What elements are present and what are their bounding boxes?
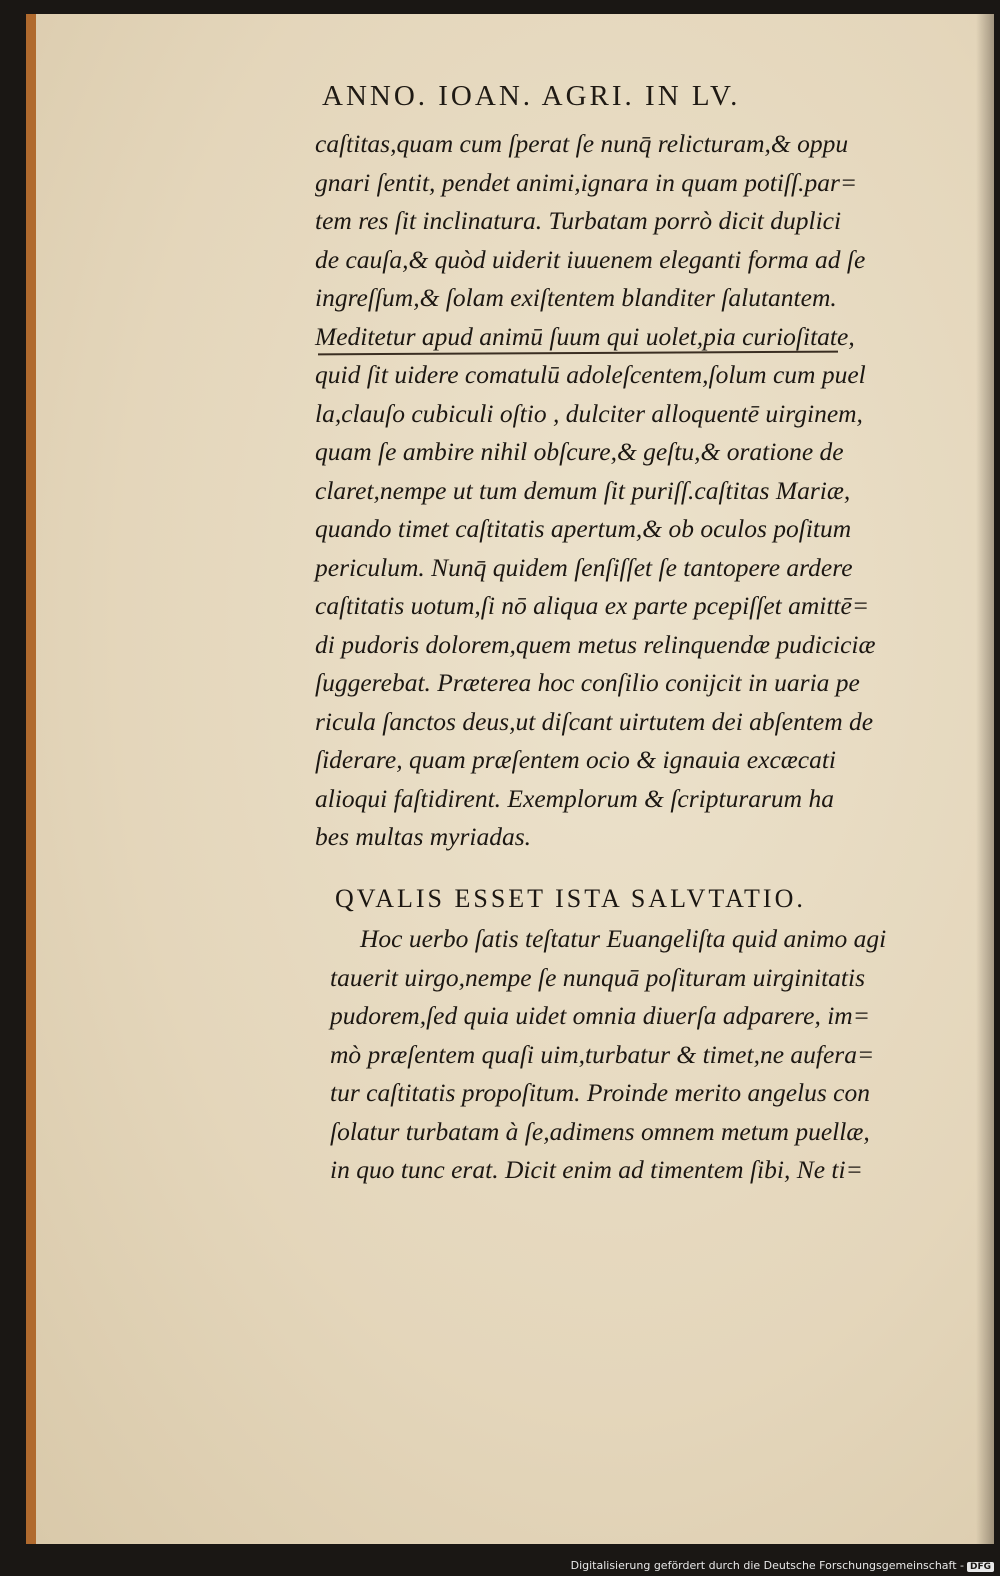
text-block-main: [285, 125, 945, 857]
text-line: caſtitas,quam cum ſperat ſe nunq̄ relicturam,& oppu: [315, 129, 849, 158]
text-block-second: [285, 920, 945, 1190]
text-line: quando timet caſtitatis apertum,& ob oculos poſitum: [315, 514, 852, 543]
text-line: pudorem,ſed quia uidet omnia diuerſa adparere, im=: [330, 1001, 870, 1030]
text-line: ſolatur turbatam à ſe,adimens omnem metum puellæ,: [330, 1116, 870, 1146]
text-line: in quo tunc erat. Dicit enim ad timentem ſibi, Ne ti=: [330, 1155, 863, 1184]
text-line: de cauſa,& quòd uiderit iuuenem eleganti forma ad ſe: [315, 244, 866, 274]
section-heading: QVALIS ESSET ISTA SALVTATIO.: [335, 884, 806, 913]
text-line: periculum. Nunq̄ quidem ſenſiſſet ſe tantopere ardere: [315, 552, 853, 582]
text-line: ſuggerebat. Præterea hoc conſilio conijcit in uaria pe: [315, 668, 860, 697]
page-gutter-shadow: [976, 14, 994, 1544]
running-head: ANNO. IOAN. AGRI. IN LV.: [322, 80, 741, 112]
text-line: alioqui faſtidirent. Exemplorum & ſcripturarum ha: [315, 783, 834, 813]
text-line: Meditetur apud animū ſuum qui uolet,pia curioſitate,: [315, 321, 855, 351]
text-line: Hoc uerbo ſatis teſtatur Euangeliſta quid animo agi: [360, 924, 887, 953]
text-line: ſiderare, quam præſentem ocio & ignauia excæcati: [315, 745, 837, 774]
text-line: tur caſtitatis propoſitum. Proinde merito angelus con: [330, 1078, 870, 1107]
text-line: tauerit uirgo,nempe ſe nunquā poſituram uirginitatis: [330, 962, 866, 992]
text-line: bes multas myriadas.: [315, 822, 532, 851]
digitization-credit: [571, 1559, 994, 1572]
text-line: la,clauſo cubiculi oſtio , dulciter alloquentē uirginem,: [315, 398, 863, 428]
text-line: caſtitatis uotum,ſi nō aliqua ex parte pcepiſſet amittē=: [315, 591, 870, 620]
text-line: claret,nempe ut tum demum ſit puriſſ.caſtitas Mariæ,: [315, 475, 851, 505]
text-line: quam ſe ambire nihil obſcure,& geſtu,& oratione de: [315, 437, 844, 466]
text-line: ingreſſum,& ſolam exiſtentem blanditer ſalutantem.: [315, 283, 837, 312]
credit-text: Digitalisierung gefördert durch die Deutsche Forschungsgemeinschaft -: [570, 1559, 964, 1572]
text-line: gnari ſentit, pendet animi,ignara in quam potiſſ.par=: [315, 167, 858, 197]
text-line: quid ſit uidere comatulū adoleſcentem,ſolum cum puel: [315, 360, 866, 389]
text-line: ricula ſanctos deus,ut diſcant uirtutem dei abſentem de: [315, 706, 874, 736]
dfg-logo: DFG: [967, 1562, 994, 1572]
text-line: tem res ſit inclinatura. Turbatam porrò dicit duplici: [315, 206, 842, 235]
text-line: mò præſentem quaſi uim,turbatur & timet,ne aufera=: [330, 1039, 875, 1069]
text-line: di pudoris dolorem,quem metus relinquendæ pudiciciæ: [315, 629, 876, 659]
